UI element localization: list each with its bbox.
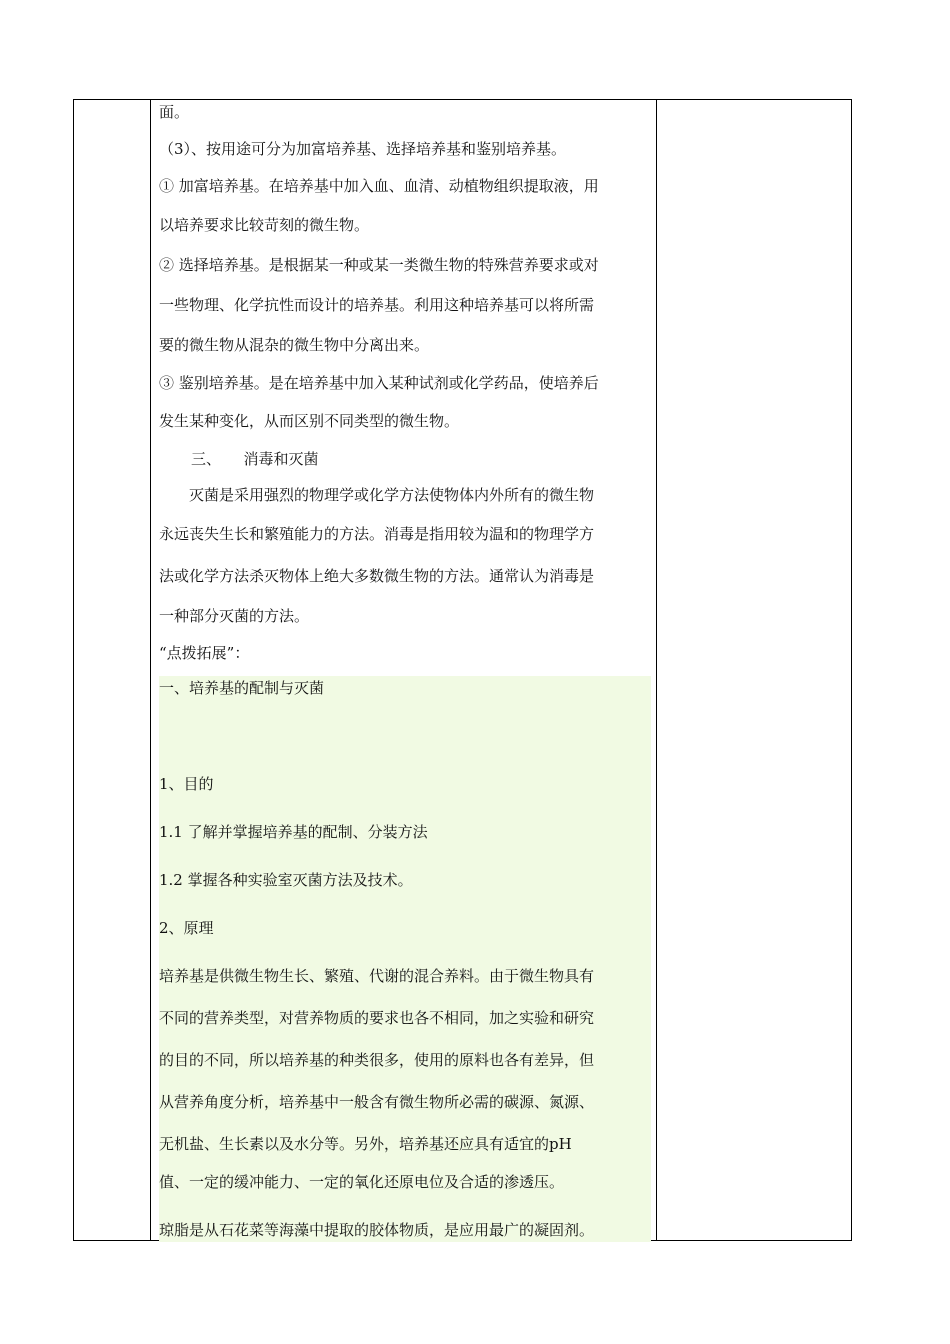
text-line: 永远丧失生长和繁殖能力的方法。消毒是指用较为温和的物理学方 [159, 525, 595, 543]
text-line: ② 选择培养基。是根据某一种或某一类微生物的特殊营养要求或对 [159, 256, 599, 274]
text-line: 灭菌是采用强烈的物理学或化学方法使物体内外所有的微生物 [189, 486, 595, 504]
text-line: 值、一定的缓冲能力、一定的氧化还原电位及合适的渗透压。 [159, 1173, 565, 1191]
text-line: 培养基是供微生物生长、繁殖、代谢的混合养料。由于微生物具有 [159, 967, 595, 985]
subheading: 1、目的 [159, 775, 214, 793]
text-line: 一些物理、化学抗性而设计的培养基。利用这种培养基可以将所需 [159, 296, 595, 314]
highlight-box [159, 676, 651, 1242]
text-line: 一种部分灭菌的方法。 [159, 607, 310, 625]
text-line: “点拨拓展”： [159, 644, 250, 662]
text-line: 要的微生物从混杂的微生物中分离出来。 [159, 336, 430, 354]
text-line: 面。 [159, 103, 190, 121]
text-line: 1.2 掌握各种实验室灭菌方法及技术。 [159, 871, 413, 889]
text-line: 无机盐、生长素以及水分等。另外，培养基还应具有适宜的pH [159, 1135, 572, 1153]
text-line: 发生某种变化，从而区别不同类型的微生物。 [159, 412, 460, 430]
text-line: 法或化学方法杀灭物体上绝大多数微生物的方法。通常认为消毒是 [159, 567, 595, 585]
text-line: （3）、按用途可分为加富培养基、选择培养基和鉴别培养基。 [159, 140, 567, 158]
text-line: 琼脂是从石花菜等海藻中提取的胶体物质，是应用最广的凝固剂。 [159, 1221, 595, 1239]
column-divider [656, 100, 657, 1240]
text-line: ③ 鉴别培养基。是在培养基中加入某种试剂或化学药品，使培养后 [159, 374, 599, 392]
column-divider [150, 100, 151, 1240]
text-line: 不同的营养类型，对营养物质的要求也各不相同，加之实验和研究 [159, 1009, 595, 1027]
text-line: 以培养要求比较苛刻的微生物。 [159, 216, 370, 234]
text-line: ① 加富培养基。在培养基中加入血、血清、动植物组织提取液，用 [159, 177, 599, 195]
text-line: 的目的不同，所以培养基的种类很多，使用的原料也各有差异，但 [159, 1051, 595, 1069]
section-heading: 一、培养基的配制与灭菌 [159, 679, 325, 697]
text-line: 1.1 了解并掌握培养基的配制、分装方法 [159, 823, 428, 841]
lesson-table [73, 99, 852, 1241]
section-heading: 三、 消毒和灭菌 [191, 450, 319, 468]
text-line: 从营养角度分析，培养基中一般含有微生物所必需的碳源、氮源、 [159, 1093, 595, 1111]
subheading: 2、原理 [159, 919, 214, 937]
